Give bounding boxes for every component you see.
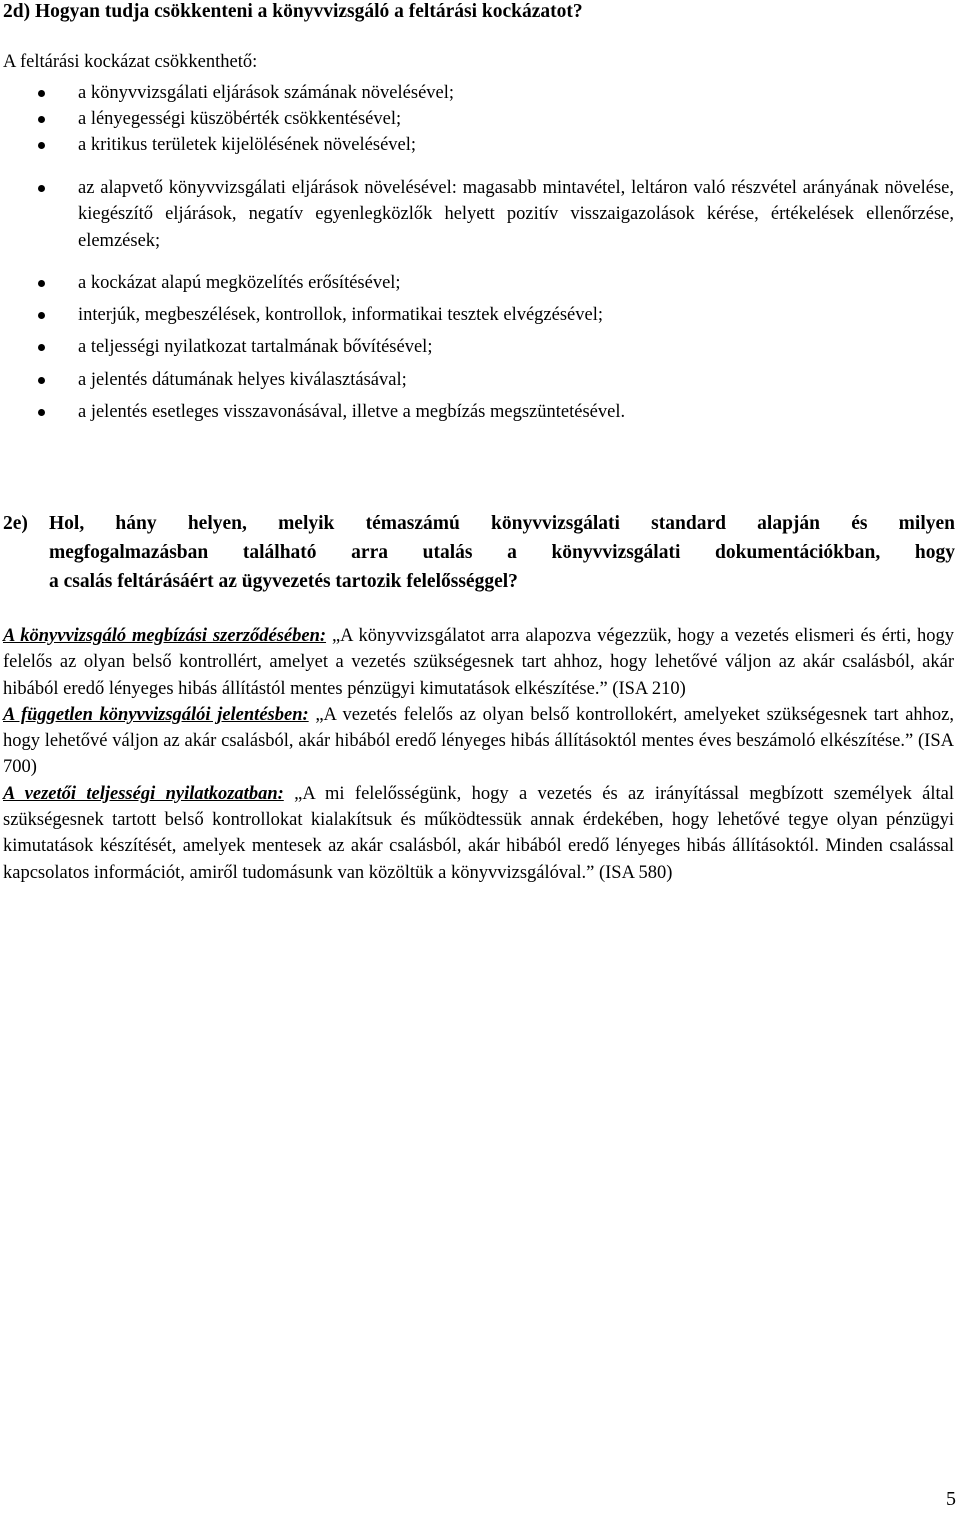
list-item-text: interjúk, megbeszélések, kontrollok, informatikai tesztek elvégzésével;: [78, 305, 604, 325]
list-item-text: a kritikus területek kijelölésének növelésével;: [78, 135, 417, 155]
section-2e-number: 2e): [3, 513, 28, 534]
section-2e-heading-line: megfogalmazásban található arra utalás a könyvvizsgálati dokumentációkban, hogy: [49, 542, 955, 563]
quote-text: „A könyvvizsgálatot arra alapozva végezzük, hogy a vezetés elismeri és érti, hogy felelős az olyan belső kontrollért, amelyet a vezetés szükségesnek tart ahhoz, hogy lehetővé váljon az akár csalásból, akár hibából eredő lényeges hibás állítástól mentes pénzügyi kimutatások elkészítése.” (ISA 210): [3, 626, 954, 699]
page-number: 5: [946, 1488, 956, 1510]
quotes-block: [3, 623, 954, 886]
bullet-icon: [38, 312, 45, 319]
bullet-icon: [38, 344, 45, 351]
list-item-text: a kockázat alapú megközelítés erősítésével;: [78, 273, 401, 293]
bullet-icon: [38, 280, 45, 287]
quote-paragraph: [3, 781, 954, 886]
list-item-text: az alapvető könyvvizsgálati eljárások növelésével: magasabb mintavétel, leltáron való részvétel arányának növelése, kiegészítő eljárások, negatív egyenlegközlők helyett pozitív visszaigazolások kérése, értékelések ellenőrzése, elemzések;: [78, 178, 954, 251]
list-item-text: a lényegességi küszöbérték csökkentésével;: [78, 109, 402, 129]
list-item-text: a jelentés dátumának helyes kiválasztásával;: [78, 370, 407, 390]
bullet-icon: [38, 409, 45, 416]
bullet-icon: [38, 90, 45, 97]
bullet-icon: [38, 185, 45, 192]
quote-label: A vezetői teljességi nyilatkozatban:: [3, 783, 284, 804]
quote-paragraph: [3, 623, 954, 702]
list-item-text: a jelentés esetleges visszavonásával, illetve a megbízás megszüntetésével.: [78, 402, 626, 422]
bullet-icon: [38, 116, 45, 123]
quote-label: A könyvvizsgáló megbízási szerződésében:: [3, 626, 327, 646]
bullet-icon: [38, 377, 45, 384]
quote-text: „A vezetés felelős az olyan belső kontrollokért, amelyeket szükségesnek tart ahhoz, hogy lehetővé váljon az akár csalásból, akár hibából eredő lényeges hibás állításoktól mentes éves beszámoló elkészítése.” (ISA 700): [3, 704, 955, 778]
list-item-text: a teljességi nyilatkozat tartalmának bővítésével;: [78, 337, 433, 357]
section-2e-heading-line: a csalás feltárásáért az ügyvezetés tartozik felelősséggel?: [49, 571, 518, 592]
quote-label: A független könyvvizsgálói jelentésben:: [3, 704, 309, 725]
section-2d-heading: 2d) Hogyan tudja csökkenteni a könyvvizsgáló a feltárási kockázatot?: [3, 1, 583, 22]
section-2e-heading-line: Hol, hány helyen, melyik témaszámú könyvvizsgálati standard alapján és milyen: [49, 513, 955, 534]
section-2d-intro: A feltárási kockázat csökkenthető:: [3, 52, 258, 72]
quote-paragraph: [3, 702, 954, 781]
list-item-text: a könyvvizsgálati eljárások számának növelésével;: [78, 83, 455, 103]
quote-text: „A mi felelősségünk, hogy a vezetés és az irányítással megbízott személyek által szükségesnek tartott belső kontrollokat kialakítsuk és működtessük annak érdekében, hogy lehetővé tegye olyan pénzügyi kimutatások készítését, amelyek mentesek az akár csalásból, akár hibából eredő lényeges hibás állításoktól. Minden csalással kapcsolatos információt, amiről tudomásunk van közöltük a könyvvizsgálóval.” (ISA 580): [3, 783, 955, 883]
bullet-icon: [38, 142, 45, 149]
